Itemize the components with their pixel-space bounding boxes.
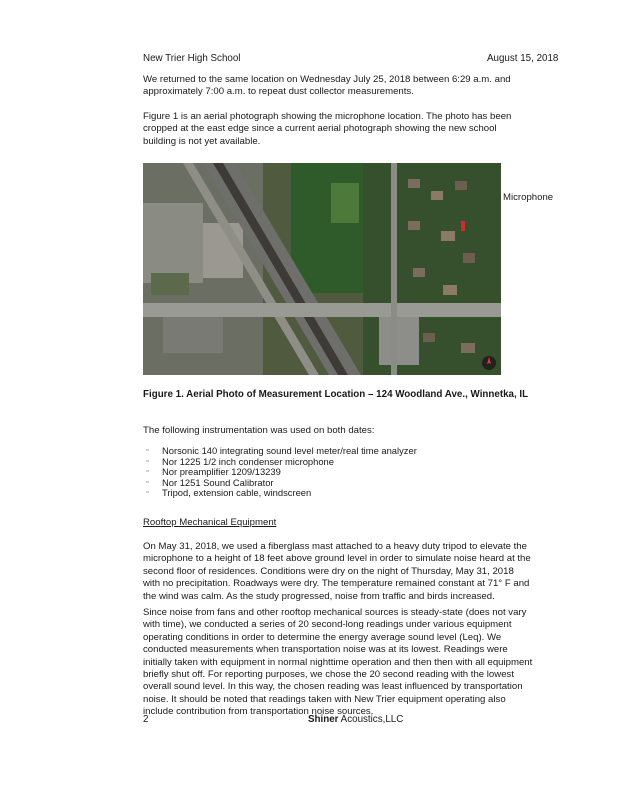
list-item: ▫ Nor preamplifier 1209/13239 xyxy=(146,466,281,478)
instrument-list xyxy=(143,446,523,499)
bullet-icon: ▫ xyxy=(146,489,149,497)
list-item: ▫ Norsonic 140 integrating sound level meter/real time analyzer xyxy=(146,445,417,456)
paragraph-methodology: Since noise from fans and other rooftop mechanical sources is steady-state (does not vary with time), we conducted a series of 20 second-long readings under various equipment operating conditions in order to determine the energy average sound level (Leq). We conducted measurements when transportation noise was at its lowest. Readings were initially taken with equipment in normal nighttime operation and then then with all equipment briefly shut off. For reporting purposes, we chose the 20 second reading with the lowest overall sound level. In this way, the chosen reading was least influenced by transportation noise. It should be noted that readings taken with New Trier equipment operating also include contribution from transportation noise sources. xyxy=(143,607,533,718)
bullet-icon: ▫ xyxy=(146,457,149,465)
instrumentation-intro: The following instrumentation was used on both dates: xyxy=(143,425,375,436)
paragraph-return-visit: We returned to the same location on Wednesday July 25, 2018 between 6:29 a.m. and approximately 7:00 a.m. to repeat dust collector measurements. xyxy=(143,74,511,98)
footer-company: Shiner Acoustics,LLC xyxy=(308,714,404,725)
bullet-icon: ▫ xyxy=(146,478,149,486)
bullet-icon: ▫ xyxy=(146,468,149,476)
paragraph-measurement-setup: On May 31, 2018, we used a fiberglass mast attached to a heavy duty tripod to elevate the microphone to a height of 18 feet above ground level in order to simulate noise heard at the second floor of residences. Conditions were dry on the night of Thursday, May 31, 2018 with no precipitation. Roadways were dry. The temperature remained constant at 71° F and the wind was calm. As the study progressed, noise from traffic and birds increased. xyxy=(143,541,531,602)
bullet-icon: ▫ xyxy=(146,447,149,454)
page-number: 2 xyxy=(143,714,149,725)
aerial-photo xyxy=(143,163,501,375)
microphone-label: Microphone xyxy=(503,192,554,203)
list-item: ▫ Nor 1225 1/2 inch condenser microphone xyxy=(146,455,334,467)
header-school: New Trier High School xyxy=(143,53,241,64)
compass-icon xyxy=(481,355,497,371)
paragraph-figure-intro: Figure 1 is an aerial photograph showing the microphone location. The photo has been cropped at the east edge since a current aerial photograph showing the new school building is not yet available. xyxy=(143,111,512,147)
section-heading: Rooftop Mechanical Equipment xyxy=(143,517,277,528)
header-date: August 15, 2018 xyxy=(487,53,559,64)
list-item: ▫ Nor 1251 Sound Calibrator xyxy=(146,476,274,488)
list-item: ▫ Tripod, extension cable, windscreen xyxy=(146,487,312,499)
figure-caption: Figure 1. Aerial Photo of Measurement Location – 124 Woodland Ave., Winnetka, IL xyxy=(143,389,529,400)
